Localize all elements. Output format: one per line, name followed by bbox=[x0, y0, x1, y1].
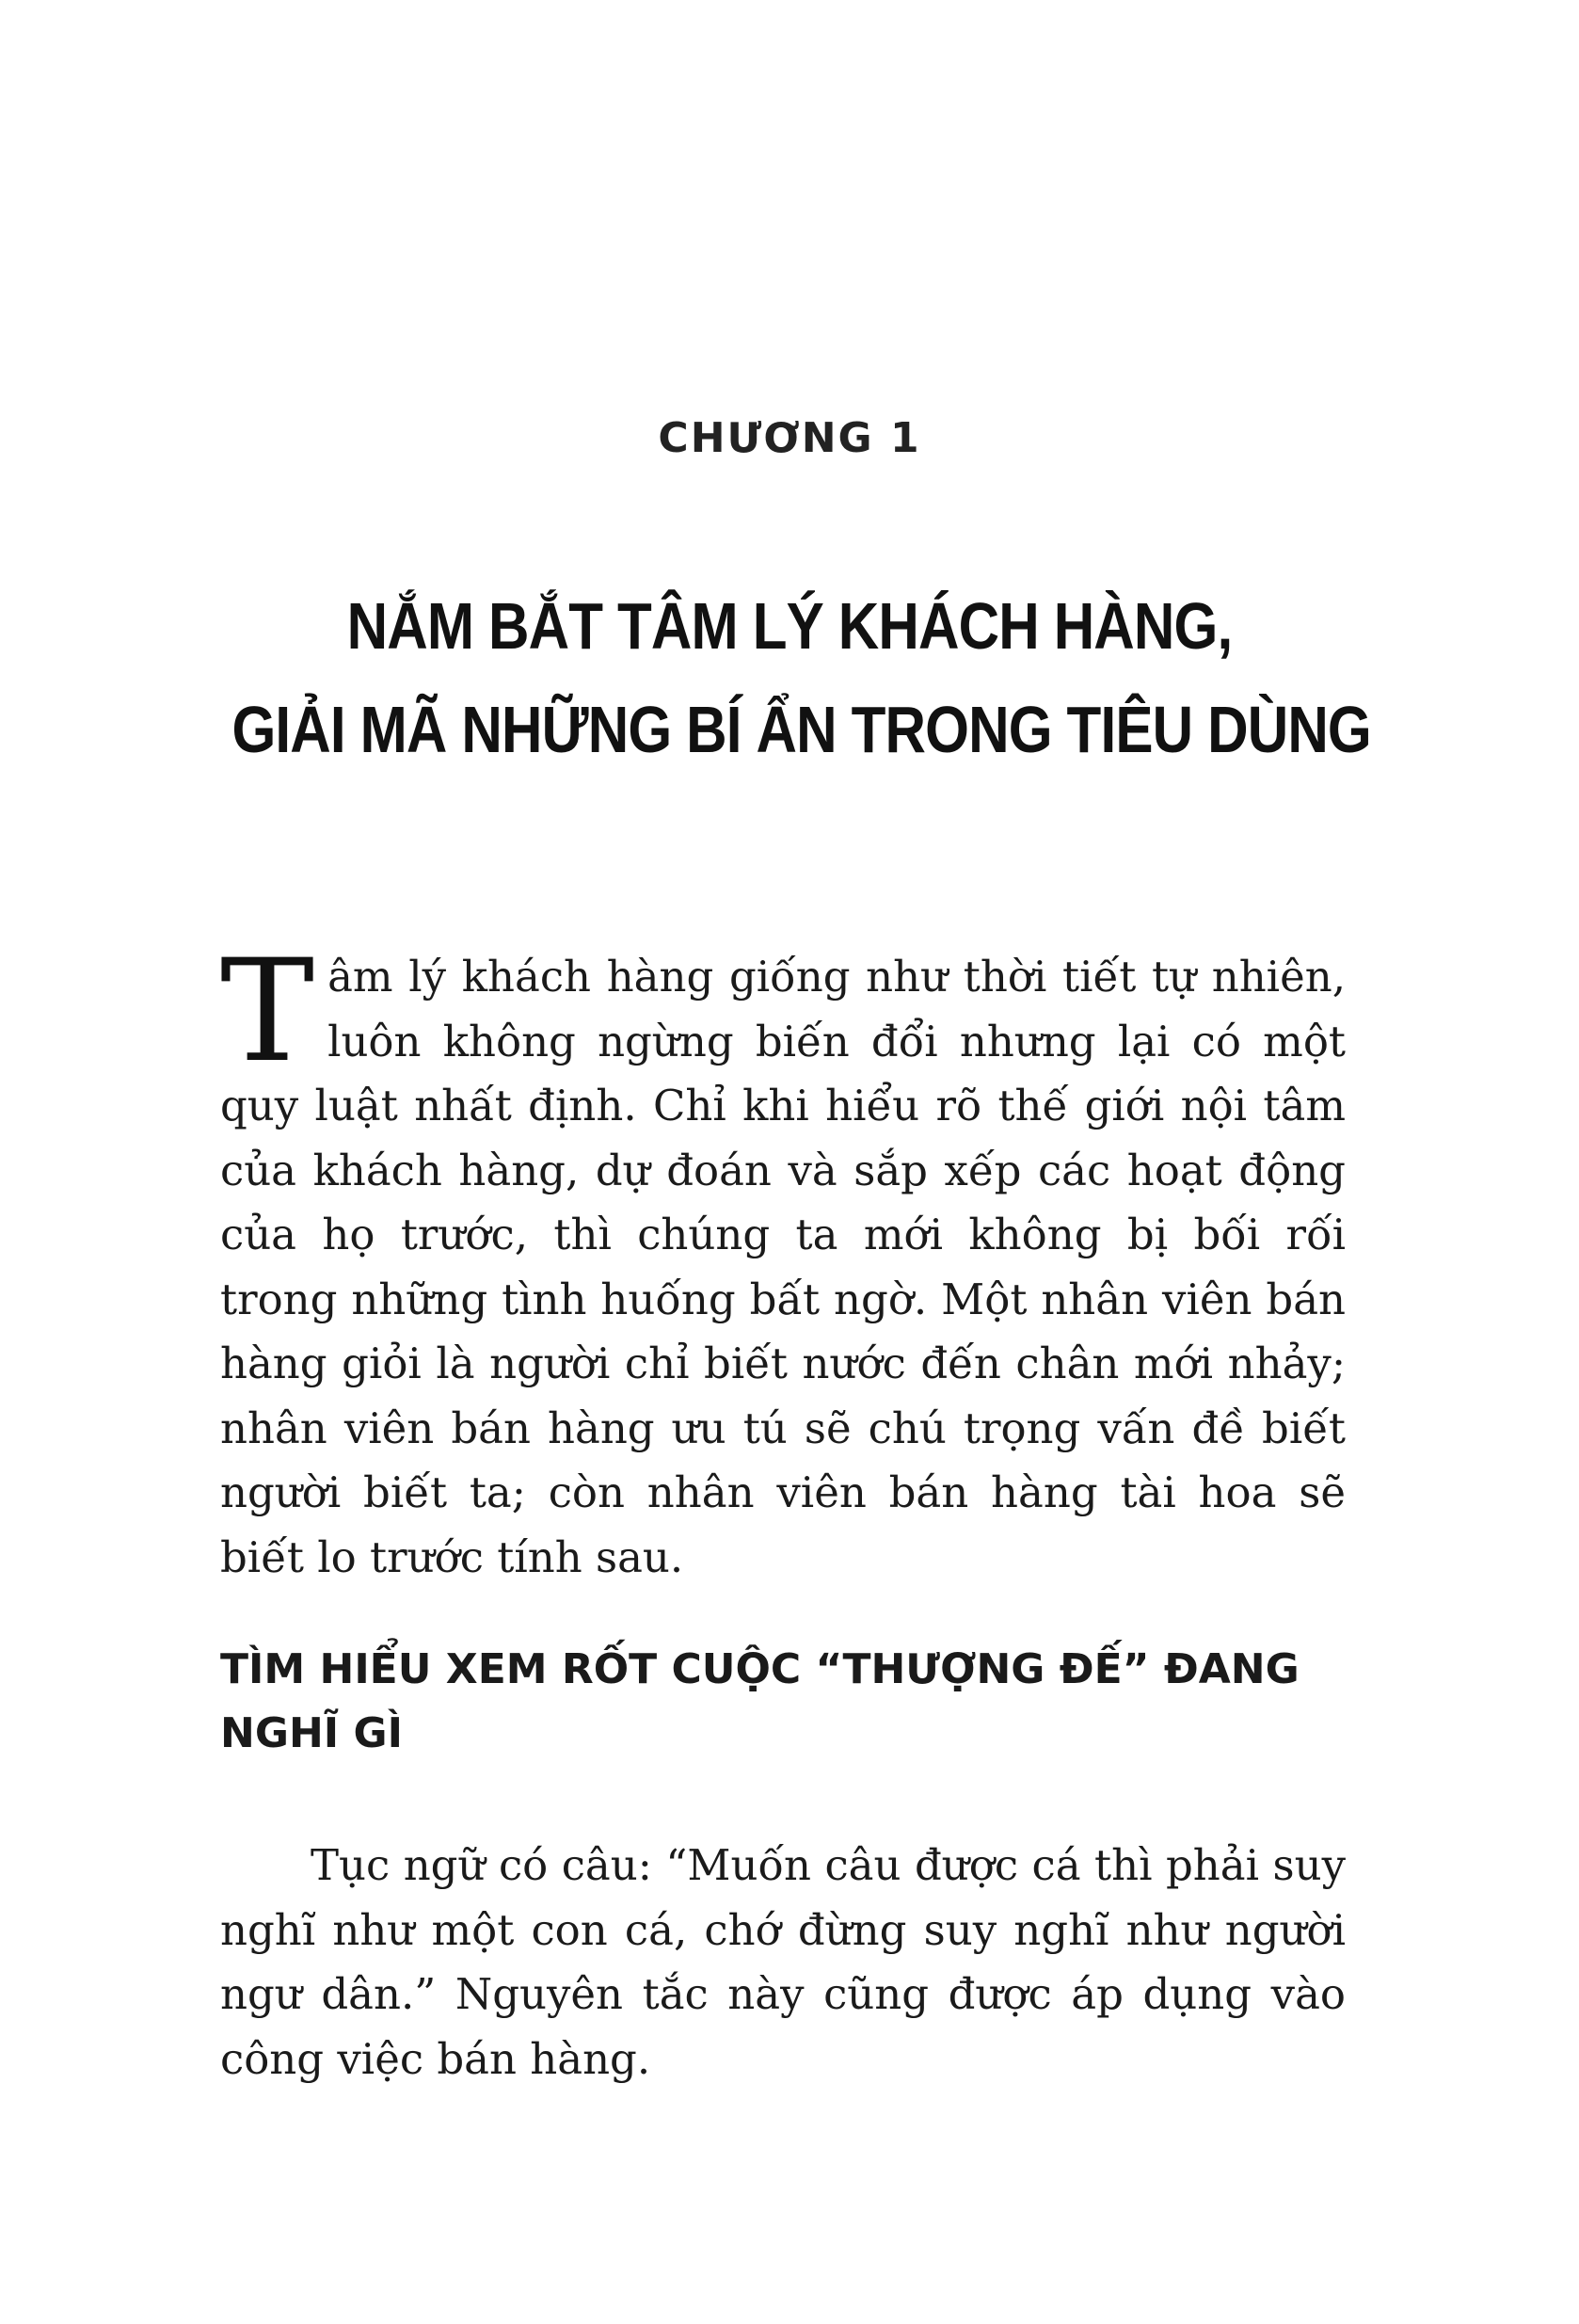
chapter-title bbox=[231, 574, 1371, 781]
chapter-title-line-1: NẮM BẮT TÂM LÝ KHÁCH HÀNG, bbox=[346, 589, 1233, 663]
chapter-label: CHƯƠNG 1 bbox=[658, 414, 921, 462]
section-paragraph: Tục ngữ có câu: “Muốn câu được cá thì phải suy nghĩ như một con cá, chớ đừng suy nghĩ như người ngư dân.” Nguyên tắc này cũng được áp dụng vào công việc bán hàng. bbox=[220, 1840, 1346, 2084]
intro-paragraph bbox=[220, 930, 1346, 1590]
drop-cap: T bbox=[220, 930, 315, 1094]
section-heading: TÌM HIỂU XEM RỐT CUỘC “THƯỢNG ĐẾ” ĐANG NGHĨ GÌ bbox=[220, 1645, 1300, 1757]
chapter-title-line-2: GIẢI MÃ NHỮNG BÍ ẨN TRONG TIÊU DÙNG bbox=[231, 693, 1371, 766]
intro-paragraph-text: âm lý khách hàng giống như thời tiết tự nhiên, luôn không ngừng biến đổi nhưng lại có một quy luật nhất định. Chỉ khi hiểu rõ thế giới nội tâm của khách hàng, dự đoán và sắp xếp các hoạt động của họ trước, thì chúng ta mới không bị bối rối trong những tình huống bất ngờ. Một nhân viên bán hàng giỏi là người chỉ biết nước đến chân mới nhảy; nhân viên bán hàng ưu tú sẽ chú trọng vấn đề biết người biết ta; còn nhân viên bán hàng tài hoa sẽ biết lo trước tính sau. bbox=[220, 952, 1346, 1582]
